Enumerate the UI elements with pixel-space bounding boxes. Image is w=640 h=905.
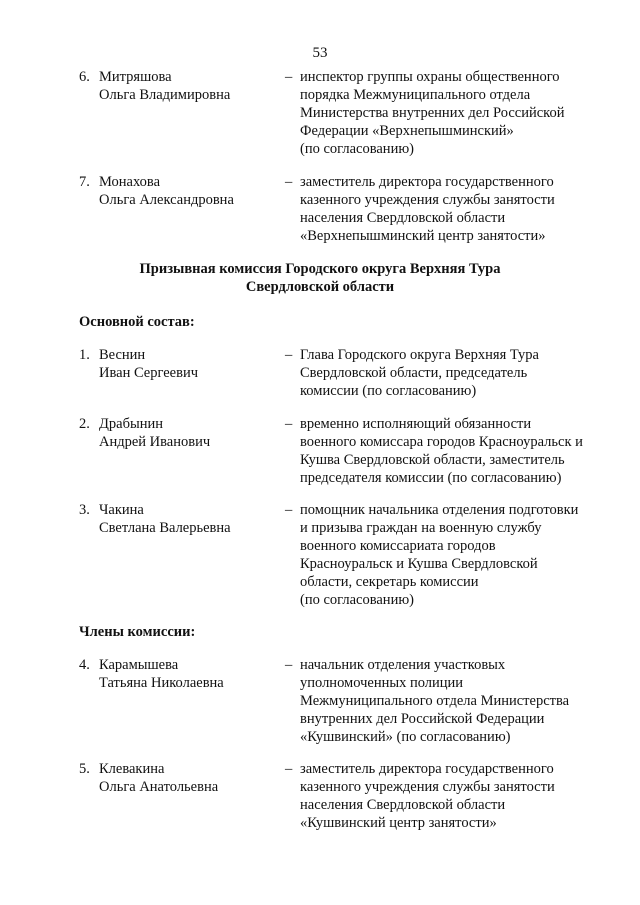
person-name: Митряшова Ольга Владимировна xyxy=(99,69,231,103)
person-role: временно исполняющий обязанности военного комиссара городов Красноуральск и Кушва Свердловской области, заместитель председателя комиссии (по согласованию) xyxy=(300,416,583,486)
members-section-title: Члены комиссии: xyxy=(79,624,196,640)
dash-separator: – xyxy=(285,69,293,85)
person-role: Глава Городского округа Верхняя Тура Свердловской области, председатель комиссии (по согласованию) xyxy=(300,347,539,399)
item-number: 6. xyxy=(79,69,90,85)
item-number: 7. xyxy=(79,174,90,190)
person-name: Веснин Иван Сергеевич xyxy=(99,347,199,381)
dash-separator: – xyxy=(285,347,293,363)
main-section-title: Основной состав: xyxy=(79,314,195,330)
person-role: заместитель директора государственного казенного учреждения службы занятости населения Свердловской области «Верхнепышминский центр занятости» xyxy=(300,174,555,244)
person-name: Карамышева Татьяна Николаевна xyxy=(99,657,224,691)
person-role: инспектор группы охраны общественного порядка Межмуниципального отдела Министерства внутренних дел Российской Федерации «Верхнепышминский» (по согласованию) xyxy=(300,69,565,157)
dash-separator: – xyxy=(285,416,293,432)
person-name: Драбынин Андрей Иванович xyxy=(99,416,211,450)
dash-separator: – xyxy=(285,502,293,518)
person-role: заместитель директора государственного казенного учреждения службы занятости населения Свердловской области «Кушвинский центр занятости» xyxy=(300,761,555,831)
page-number: 53 xyxy=(312,45,328,61)
commission-title: Призывная комиссия Городского округа Верхняя Тура Свердловской области xyxy=(139,261,501,295)
item-number: 5. xyxy=(79,761,90,777)
dash-separator: – xyxy=(285,761,293,777)
person-name: Монахова Ольга Александровна xyxy=(99,174,234,208)
person-role: помощник начальника отделения подготовки и призыва граждан на военную службу военного комиссариата городов Красноуральск и Кушва Свердловской области, секретарь комиссии (по согласованию) xyxy=(300,502,579,608)
person-name: Чакина Светлана Валерьевна xyxy=(99,502,231,536)
dash-separator: – xyxy=(285,657,293,673)
person-role: начальник отделения участковых уполномоченных полиции Межмуниципального отдела Министерства внутренних дел Российской Федерации «Кушвинский» (по согласованию) xyxy=(300,657,570,745)
item-number: 3. xyxy=(79,502,90,518)
person-name: Клевакина Ольга Анатольевна xyxy=(99,761,219,795)
item-number: 2. xyxy=(79,416,90,432)
dash-separator: – xyxy=(285,174,293,190)
item-number: 4. xyxy=(79,657,90,673)
item-number: 1. xyxy=(79,347,90,363)
